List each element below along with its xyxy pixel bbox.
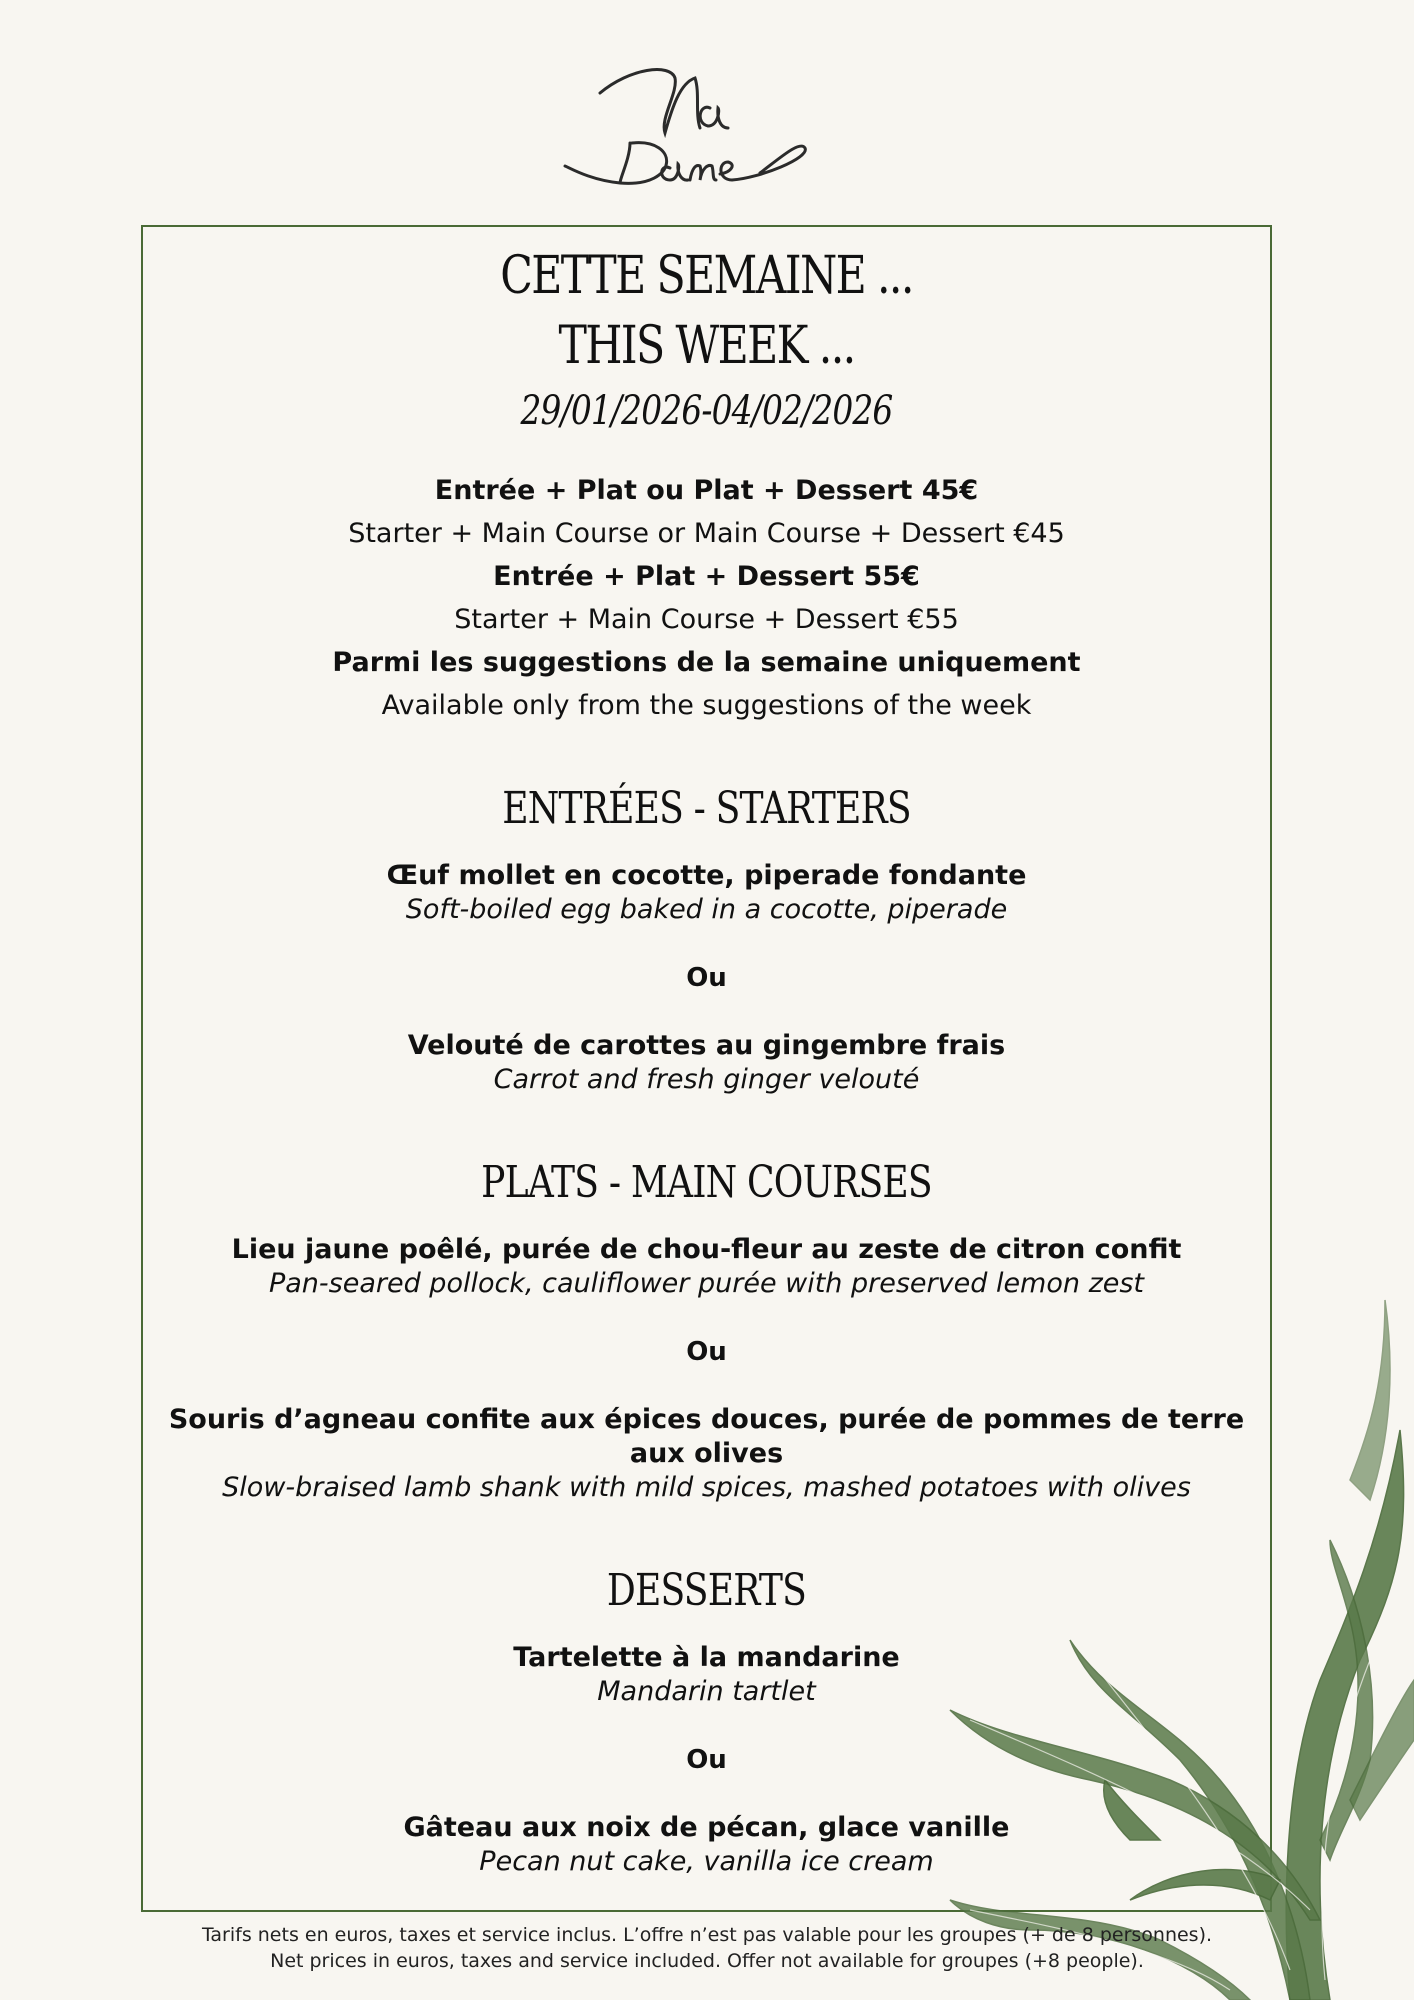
dish-name-en: Carrot and fresh ginger velouté xyxy=(493,1064,920,1095)
section-title-desserts: DESSERTS xyxy=(606,1565,807,1616)
dish-name-en: Pan-seared pollock, cauliflower purée with preserved lemon zest xyxy=(268,1268,1145,1299)
offer-list xyxy=(141,469,1272,727)
offer-line: Entrée + Plat + Dessert 55€ xyxy=(493,561,920,592)
ma-dame-logo xyxy=(560,48,860,198)
date-range: 29/01/2026-04/02/2026 xyxy=(520,388,893,434)
separator-or: Ou xyxy=(686,1745,727,1775)
dish-name-fr: Œuf mollet en cocotte, piperade fondante xyxy=(386,860,1027,891)
dish-name-en: Soft-boiled egg baked in a cocotte, piperade xyxy=(405,894,1008,925)
dish-name-fr: Souris d’agneau confite aux épices douces, purée de pommes de terre aux olives xyxy=(168,1404,1245,1469)
dish-name-en: Pecan nut cake, vanilla ice cream xyxy=(479,1846,934,1877)
dish-name-fr: Tartelette à la mandarine xyxy=(513,1642,900,1673)
title-fr: CETTE SEMAINE ... xyxy=(500,246,913,306)
footer-notice xyxy=(0,1922,1414,1974)
offer-line: Starter + Main Course or Main Course + Dessert €45 xyxy=(348,518,1065,549)
separator-or: Ou xyxy=(686,1337,727,1367)
footer-line-fr: Tarifs nets en euros, taxes et service inclus. L’offre n’est pas valable pour les groupes (+ de 8 personnes). xyxy=(201,1924,1213,1946)
dish-name-fr: Velouté de carottes au gingembre frais xyxy=(407,1030,1006,1061)
offer-line: Available only from the suggestions of the week xyxy=(381,690,1032,721)
footer-line-en: Net prices in euros, taxes and service included. Offer not available for groupes (+8 people). xyxy=(270,1950,1144,1972)
dish-name-fr: Lieu jaune poêlé, purée de chou-fleur au zeste de citron confit xyxy=(231,1234,1182,1265)
separator-or: Ou xyxy=(686,963,727,993)
dish-name-en: Slow-braised lamb shank with mild spices, mashed potatoes with olives xyxy=(222,1472,1191,1503)
section-title-starters: ENTRÉES - STARTERS xyxy=(502,783,911,834)
dish-name-en: Mandarin tartlet xyxy=(597,1676,816,1707)
title-en: THIS WEEK ... xyxy=(558,316,855,376)
offer-line: Entrée + Plat ou Plat + Dessert 45€ xyxy=(434,475,979,506)
section-title-mains: PLATS - MAIN COURSES xyxy=(481,1157,932,1208)
offer-line: Parmi les suggestions de la semaine uniquement xyxy=(332,647,1081,678)
plant-illustration-icon xyxy=(930,1280,1414,2000)
offer-line: Starter + Main Course + Dessert €55 xyxy=(454,604,959,635)
dish-name-fr: Gâteau aux noix de pécan, glace vanille xyxy=(403,1812,1010,1843)
